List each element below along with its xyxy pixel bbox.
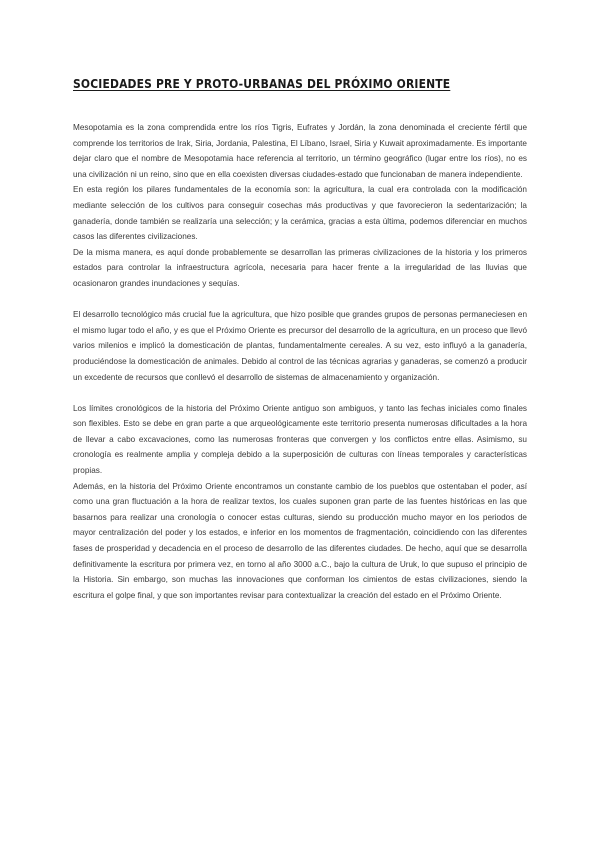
paragraph: Además, en la historia del Próximo Oriente encontramos un constante cambio de los pueblos que ostentaban el poder, así como una gran fluctuación a la hora de realizar textos, los cuales suponen gran parte de las fuentes históricas en las que basarnos para realizar una cronología o conocer estas culturas, siendo su producción mucho mayor en los periodos de mayor centralización del poder y los estados, e inferior en los momentos de fragmentación, coincidiendo con las diferentes fases de prosperidad y decadencia en el proceso de desarrollo de las diferentes ciudades. De hecho, aquí que se desarrolla definitivamente la escritura por primera vez, en torno al año 3000 a.C., bajo la cultura de Uruk, lo que supuso el principio de la Historia. Sin embargo, son muchas las innovaciones que conforman los cimientos de estas civilizaciones, siendo la escritura el golpe final, y que son importantes revisar para contextualizar la creación del estado en el Próximo Oriente. (73, 481, 527, 600)
paragraph: Los límites cronológicos de la historia del Próximo Oriente antiguo son ambiguos, y tanto las fechas iniciales como finales son flexibles. Esto se debe en gran parte a que arqueológicamente este territorio presenta numerosas dificultades a la hora de llevar a cabo excavaciones, como las numerosas fronteras que convergen y los conflictos entre ellas. Asimismo, su cronología es realmente amplia y compleja debido a la superposición de culturas con líneas temporales y características propias. (73, 403, 527, 476)
paragraph: Mesopotamia es la zona comprendida entre los ríos Tigris, Eufrates y Jordán, la zona denominada el creciente fértil que comprende los territorios de Irak, Siria, Jordania, Palestina, El Líbano, Israel, Siria y Kuwait aproximadamente. Es importante dejar claro que el nombre de Mesopotamia hace referencia al territorio, un término geográfico (lugar entre los ríos), no es una civilización ni un reino, sino que en ella coexisten diversas ciudades-estado que funcionaban de manera independiente. (73, 123, 527, 179)
document-body (73, 120, 527, 603)
paragraph: De la misma manera, es aquí donde probablemente se desarrollan las primeras civilizaciones de la historia y los primeros estados para controlar la infraestructura agrícola, necesaria para hacer frente a la irregularidad de las lluvias que ocasionaron grandes inundaciones y sequías. (73, 247, 527, 288)
paragraph: El desarrollo tecnológico más crucial fue la agricultura, que hizo posible que grandes grupos de personas permaneciesen en el mismo lugar todo el año, y es que el Próximo Oriente es precursor del desarrollo de la agricultura, en un proceso que llevó varios milenios e implicó la domesticación de plantas, fundamentalmente cereales. A su vez, esto influyó a la ganadería, produciéndose la domesticación de animales. Debido al control de las técnicas agrarias y ganaderas, se comenzó a producir un excedente de recursos que conllevó el desarrollo de sistemas de almacenamiento y organización. (73, 310, 527, 382)
paragraph: En esta región los pilares fundamentales de la economía son: la agricultura, la cual era controlada con la modificación mediante selección de los cultivos para conseguir cosechas más productivas y que favorecieron la sedentarización; la ganadería, donde también se realizaría una selección; y la cerámica, gracias a esta última, podemos diferenciar en muchos casos las diferentes civilizaciones. (73, 185, 527, 242)
document-title: SOCIEDADES PRE Y PROTO-URBANAS DEL PRÓXIMO ORIENTE (73, 76, 451, 91)
